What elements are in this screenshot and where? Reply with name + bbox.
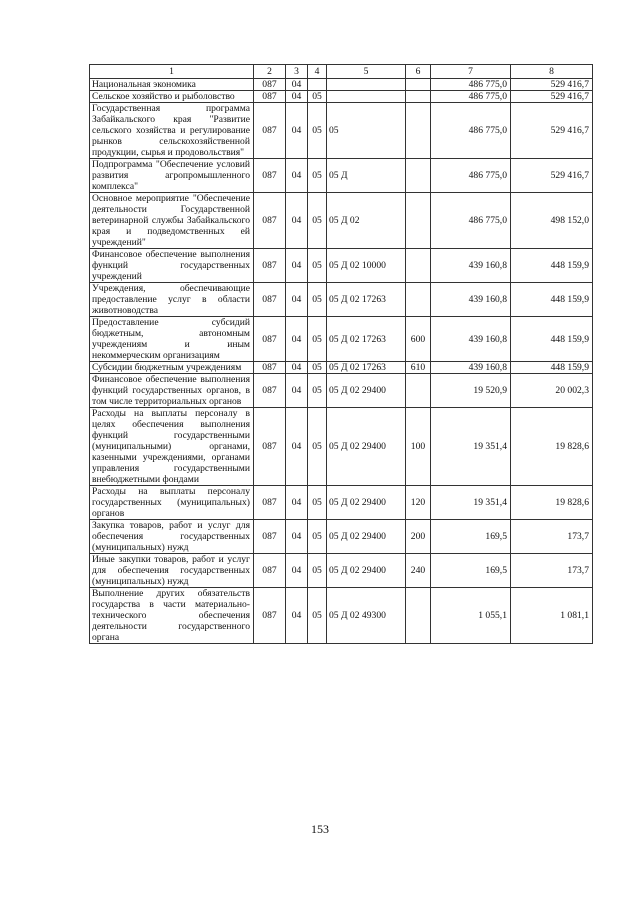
row-target-article: 05 Д 02 29400 [327, 520, 406, 554]
row-value-col7: 439 160,8 [431, 249, 511, 283]
row-value-col8: 1 081,1 [511, 588, 593, 644]
row-target-article: 05 Д 02 17263 [327, 362, 406, 374]
row-subsection: 05 [308, 91, 327, 103]
row-admin-code: 087 [254, 79, 286, 91]
row-name: Национальная экономика [90, 79, 254, 91]
budget-table [89, 64, 593, 644]
row-target-article: 05 Д 02 29400 [327, 486, 406, 520]
row-subsection: 05 [308, 103, 327, 159]
row-value-col7: 486 775,0 [431, 103, 511, 159]
row-value-col7: 169,5 [431, 554, 511, 588]
row-section: 04 [286, 249, 308, 283]
row-section: 04 [286, 91, 308, 103]
row-section: 04 [286, 283, 308, 317]
row-value-col7: 169,5 [431, 520, 511, 554]
row-expense-type [406, 159, 431, 193]
row-name: Иные закупки товаров, работ и услуг для обеспечения государственных (муниципальных) нужд [90, 554, 254, 588]
row-target-article: 05 Д 02 [327, 193, 406, 249]
row-subsection: 05 [308, 249, 327, 283]
row-value-col7: 439 160,8 [431, 317, 511, 362]
row-value-col7: 486 775,0 [431, 79, 511, 91]
row-value-col8: 20 002,3 [511, 374, 593, 408]
table-body [90, 79, 593, 644]
table-row [90, 79, 593, 91]
row-expense-type [406, 588, 431, 644]
table-row [90, 408, 593, 486]
row-value-col8: 529 416,7 [511, 79, 593, 91]
row-value-col7: 439 160,8 [431, 362, 511, 374]
row-expense-type: 600 [406, 317, 431, 362]
row-admin-code: 087 [254, 520, 286, 554]
row-value-col8: 529 416,7 [511, 103, 593, 159]
row-target-article: 05 Д 02 29400 [327, 554, 406, 588]
table-row [90, 317, 593, 362]
row-subsection: 05 [308, 193, 327, 249]
row-section: 04 [286, 159, 308, 193]
row-name: Расходы на выплаты персоналу государственных (муниципальных) органов [90, 486, 254, 520]
row-value-col8: 498 152,0 [511, 193, 593, 249]
header-col-7: 7 [431, 65, 511, 79]
row-target-article: 05 Д 02 49300 [327, 588, 406, 644]
row-name: Государственная программа Забайкальского края "Развитие сельского хозяйства и регулирование рынков сельскохозяйственной продукции, сырья и продовольствия" [90, 103, 254, 159]
row-value-col8: 448 159,9 [511, 283, 593, 317]
row-value-col8: 19 828,6 [511, 486, 593, 520]
table-row [90, 588, 593, 644]
row-section: 04 [286, 362, 308, 374]
row-admin-code: 087 [254, 249, 286, 283]
row-value-col7: 19 351,4 [431, 486, 511, 520]
row-admin-code: 087 [254, 283, 286, 317]
header-col-5: 5 [327, 65, 406, 79]
row-subsection: 05 [308, 159, 327, 193]
table-row [90, 520, 593, 554]
row-subsection: 05 [308, 317, 327, 362]
header-col-2: 2 [254, 65, 286, 79]
row-target-article: 05 Д 02 10000 [327, 249, 406, 283]
table-row [90, 103, 593, 159]
row-subsection [308, 79, 327, 91]
row-section: 04 [286, 554, 308, 588]
row-target-article: 05 Д 02 17263 [327, 283, 406, 317]
row-section: 04 [286, 193, 308, 249]
row-name: Финансовое обеспечение выполнения функций государственных органов, в том числе территориальных органов [90, 374, 254, 408]
header-col-1: 1 [90, 65, 254, 79]
row-expense-type [406, 249, 431, 283]
row-value-col8: 529 416,7 [511, 159, 593, 193]
row-subsection: 05 [308, 554, 327, 588]
row-admin-code: 087 [254, 408, 286, 486]
header-col-4: 4 [308, 65, 327, 79]
table-header [90, 65, 593, 79]
header-col-3: 3 [286, 65, 308, 79]
row-expense-type [406, 79, 431, 91]
row-expense-type: 240 [406, 554, 431, 588]
row-target-article: 05 [327, 103, 406, 159]
row-admin-code: 087 [254, 362, 286, 374]
row-expense-type [406, 193, 431, 249]
row-section: 04 [286, 374, 308, 408]
row-admin-code: 087 [254, 193, 286, 249]
row-target-article [327, 91, 406, 103]
row-expense-type: 100 [406, 408, 431, 486]
row-section: 04 [286, 486, 308, 520]
row-value-col8: 448 159,9 [511, 317, 593, 362]
page-number: 153 [311, 822, 329, 836]
row-value-col7: 19 520,9 [431, 374, 511, 408]
row-expense-type: 200 [406, 520, 431, 554]
header-row [90, 65, 593, 79]
row-name: Субсидии бюджетным учреждениям [90, 362, 254, 374]
row-admin-code: 087 [254, 486, 286, 520]
row-subsection: 05 [308, 408, 327, 486]
row-name: Предоставление субсидий бюджетным, автономным учреждениям и иным некоммерческим организациям [90, 317, 254, 362]
row-target-article: 05 Д 02 29400 [327, 374, 406, 408]
row-name: Расходы на выплаты персоналу в целях обеспечения выполнения функций государственными (муниципальными) органами, казенными учреждениями, органами управления государственными внебюджетными фондами [90, 408, 254, 486]
row-expense-type [406, 103, 431, 159]
row-section: 04 [286, 317, 308, 362]
table-row [90, 486, 593, 520]
row-subsection: 05 [308, 486, 327, 520]
row-value-col8: 173,7 [511, 554, 593, 588]
row-value-col7: 1 055,1 [431, 588, 511, 644]
row-expense-type: 120 [406, 486, 431, 520]
row-target-article: 05 Д [327, 159, 406, 193]
row-admin-code: 087 [254, 554, 286, 588]
row-name: Сельское хозяйство и рыболовство [90, 91, 254, 103]
row-name: Учреждения, обеспечивающие предоставление услуг в области животноводства [90, 283, 254, 317]
row-admin-code: 087 [254, 159, 286, 193]
table-row [90, 249, 593, 283]
row-value-col7: 486 775,0 [431, 193, 511, 249]
table-row [90, 554, 593, 588]
table-row [90, 159, 593, 193]
row-section: 04 [286, 520, 308, 554]
header-col-8: 8 [511, 65, 593, 79]
row-name: Основное мероприятие "Обеспечение деятельности Государственной ветеринарной службы Забайкальского края и подведомственных ей учреждений" [90, 193, 254, 249]
row-name: Выполнение других обязательств государства в части материально-технического обеспечения деятельности государственного органа [90, 588, 254, 644]
row-value-col8: 529 416,7 [511, 91, 593, 103]
row-section: 04 [286, 408, 308, 486]
table-row [90, 283, 593, 317]
row-expense-type [406, 283, 431, 317]
row-value-col8: 448 159,9 [511, 249, 593, 283]
table-row [90, 193, 593, 249]
row-value-col7: 439 160,8 [431, 283, 511, 317]
row-admin-code: 087 [254, 317, 286, 362]
row-section: 04 [286, 588, 308, 644]
row-value-col7: 19 351,4 [431, 408, 511, 486]
row-subsection: 05 [308, 362, 327, 374]
row-section: 04 [286, 79, 308, 91]
row-target-article: 05 Д 02 17263 [327, 317, 406, 362]
row-admin-code: 087 [254, 103, 286, 159]
row-value-col8: 448 159,9 [511, 362, 593, 374]
row-admin-code: 087 [254, 91, 286, 103]
row-value-col8: 173,7 [511, 520, 593, 554]
row-expense-type [406, 91, 431, 103]
row-name: Финансовое обеспечение выполнения функций государственных учреждений [90, 249, 254, 283]
table-row [90, 374, 593, 408]
row-subsection: 05 [308, 283, 327, 317]
row-expense-type: 610 [406, 362, 431, 374]
row-subsection: 05 [308, 520, 327, 554]
row-target-article [327, 79, 406, 91]
row-admin-code: 087 [254, 588, 286, 644]
table-row [90, 91, 593, 103]
row-name: Подпрограмма "Обеспечение условий развития агропромышленного комплекса" [90, 159, 254, 193]
row-subsection: 05 [308, 374, 327, 408]
header-col-6: 6 [406, 65, 431, 79]
row-name: Закупка товаров, работ и услуг для обеспечения государственных (муниципальных) нужд [90, 520, 254, 554]
row-expense-type [406, 374, 431, 408]
row-value-col7: 486 775,0 [431, 159, 511, 193]
row-value-col7: 486 775,0 [431, 91, 511, 103]
row-admin-code: 087 [254, 374, 286, 408]
row-value-col8: 19 828,6 [511, 408, 593, 486]
table-row [90, 362, 593, 374]
row-subsection: 05 [308, 588, 327, 644]
row-section: 04 [286, 103, 308, 159]
row-target-article: 05 Д 02 29400 [327, 408, 406, 486]
